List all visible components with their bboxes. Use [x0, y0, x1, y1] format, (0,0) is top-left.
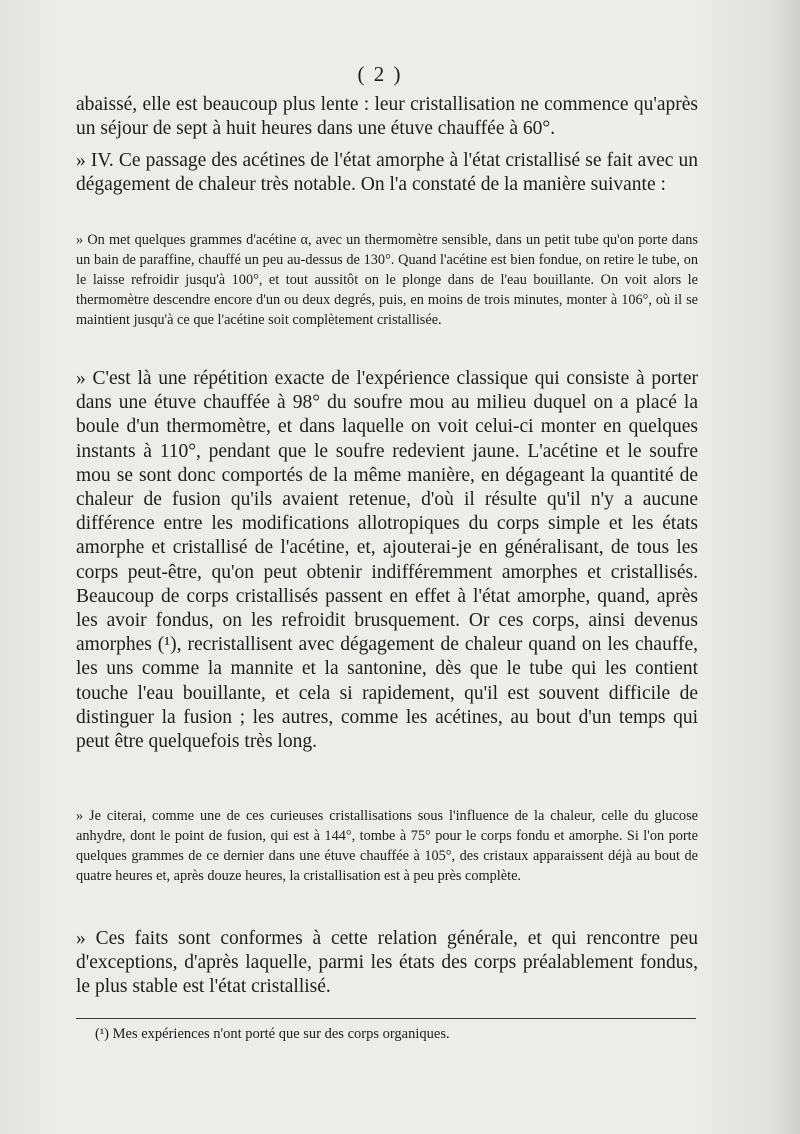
paragraph-soufre-comparison: » C'est là une répétition exacte de l'expérience classique qui consiste à porter dans une étuve chauffée à 98° du soufre mou au milieu duquel on a placé la boule d'un thermomètre, et dans laquelle on voit celui-ci monter en quelques instants à 110°, pendant que le soufre redevient jaune. L'acétine et le soufre mou se sont donc comportés de la même manière, en dégageant la quantité de chaleur de fusion qu'ils avaient retenue, d'où il résulte qu'il n'y a aucune différence entre les modifications allotropiques du corps simple et les états amorphe et cristallisé de l'acétine, et, ajouterai-je en généralisant, de tous les corps peut-être, qu'on peut obtenir indifféremment amorphes et cristallisés. Beaucoup de corps cristallisés passent en effet à l'état amorphe, quand, après les avoir fondus, on les refroidit brusquement. Or ces corps, ainsi devenus amorphes (¹), recristallisent avec dégagement de chaleur quand on les chauffe, les uns comme la mannite et la santonine, dès que le tube qui les contient touche l'eau bouillante, et cela si rapidement, qu'il est souvent difficile de distinguer la fusion ; les autres, comme les acétines, au bout d'un temps qui peut être quelquefois très long.	[76, 368, 698, 753]
paragraph-glucose-example: » Je citerai, comme une de ces curieuses cristallisations sous l'influence de la chaleur, celle du glucose anhydre, dont le point de fusion, qui est à 144°, tombe à 75° pour le corps fondu et amorphe. Si l'on porte quelques grammes de ce dernier dans une étuve chauffée à 105°, des cristaux apparaissent déjà au bout de quatre heures et, après douze heures, la cristallisation est à peu près complète.	[76, 808, 698, 885]
footnote-divider	[76, 1018, 696, 1019]
paragraph-conclusion: » Ces faits sont conformes à cette relation générale, et qui rencontre peu d'exceptions, d'après laquelle, parmi les états des corps préalablement fondus, le plus stable est l'état cristallisé.	[76, 928, 698, 998]
paragraph-section-iv: » IV. Ce passage des acétines de l'état amorphe à l'état cristallisé se fait avec un dégagement de chaleur très notable. On l'a constaté de la manière suivante :	[76, 150, 698, 196]
paragraph-experiment-acetine: » On met quelques grammes d'acétine α, avec un thermomètre sensible, dans un petit tube qu'on porte dans un bain de paraffine, chauffé un peu au-dessus de 130°. Quand l'acétine est bien fondue, on retire le tube, on le laisse refroidir jusqu'à 100°, et tout aussitôt on le plonge dans de l'eau bouillante. On voit alors le thermomètre descendre encore d'un ou deux degrés, puis, en moins de trois minutes, monter à 106°, où il se maintient jusqu'à ce que l'acétine soit complètement cristallisée.	[76, 232, 698, 329]
paragraph-intro: abaissé, elle est beaucoup plus lente : leur cristallisation ne commence qu'après un séjour de sept à huit heures dans une étuve chauffée à 60°.	[76, 94, 698, 140]
footnote: (¹) Mes expériences n'ont porté que sur des corps organiques.	[95, 1026, 450, 1042]
page-number: ( 2 )	[357, 62, 403, 86]
